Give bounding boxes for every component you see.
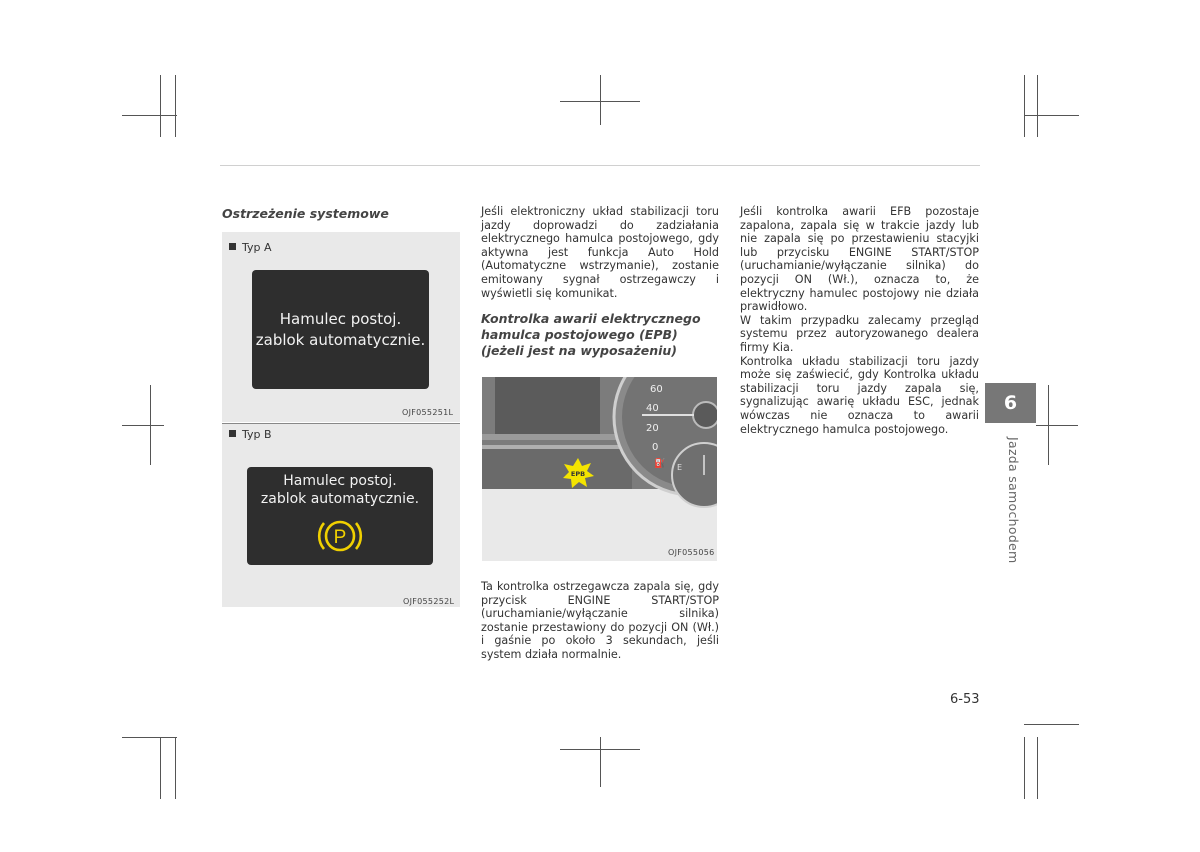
column2-para2 — [481, 580, 719, 662]
bullet-icon — [229, 243, 236, 250]
crop-mark — [150, 385, 151, 465]
cluster-illustration — [482, 377, 717, 561]
column3-para2: W takim przypadku zalecamy przegląd systemu przez autoryzowanego dealera firmy Kia. — [740, 313, 979, 354]
crop-mark — [122, 425, 164, 426]
crop-mark — [1037, 75, 1038, 137]
gauge-label: 40 — [646, 403, 659, 414]
crop-mark — [1036, 425, 1078, 426]
column2-para2-text: Ta kontrolka ostrzegawcza zapala się, gdy przycisk ENGINE START/STOP (uruchamianie/wyłączanie silnika) zostanie przestawiony do pozycji ON (Wł.) i gaśnie po około 3 sekundach, jeśli system działa normalnie. — [481, 580, 719, 661]
parking-brake-icon — [247, 467, 433, 565]
svg-text:⛽: ⛽ — [654, 459, 666, 469]
bullet-icon — [229, 430, 236, 437]
crop-mark — [175, 75, 176, 137]
epb-warning-label: EPB — [570, 470, 586, 478]
type-a-line1: Hamulec postoj. — [279, 309, 402, 328]
section-heading: Ostrzeżenie systemowe — [222, 206, 389, 221]
page-number: 6-53 — [950, 692, 980, 707]
epb-heading: Kontrolka awarii elektrycznego hamulca postojowego (EPB) (jeżeli jest na wyposażeniu) — [481, 311, 701, 358]
header-rule — [220, 165, 980, 166]
type-a-display — [252, 270, 429, 389]
column2-para1-text: Jeśli elektroniczny układ stabilizacji toru jazdy doprowadzi do zadziałania elektrycznego hamulca postojowego, gdy aktywna jest funkcja Auto Hold (Automatyczne wstrzymanie), zostanie emitowany sygnał ostrzegawczy i wyświetli się komunikat. — [481, 205, 719, 300]
gauge-label: 60 — [650, 384, 663, 395]
type-b-line1: Hamulec postoj. — [283, 473, 397, 489]
column2-para1 — [481, 205, 719, 300]
column3-para1: Jeśli kontrolka awarii EFB pozostaje zapalona, zapala się w trakcie jazdy lub nie zapala się po przestawieniu stacyjki lub przycisku ENGINE START/STOP (uruchamianie/wyłączanie silnika) do pozycji ON (Wł.), oznacza to, że elektryczny hamulec postojowy nie działa prawidłowo. — [740, 205, 979, 314]
column3-para3: Kontrolka układu stabilizacji toru jazdy może się zaświecić, gdy Kontrolka układu stabilizacji toru jazdy zapala się, sygnalizując awarię układu ESC, jednak wówczas nie oznacza to awarii elektrycznego hamulca postojowego. — [740, 354, 979, 436]
type-a-label — [229, 241, 272, 254]
gauge-label: 20 — [646, 423, 659, 434]
type-b-label — [229, 428, 272, 441]
crop-mark — [160, 75, 161, 137]
cluster-image-code: OJF055056 — [668, 548, 715, 557]
type-a-label-text: Typ A — [242, 241, 272, 254]
crop-mark — [122, 737, 177, 738]
chapter-title: Jazda samochodem — [1006, 437, 1021, 564]
crop-mark — [600, 75, 601, 125]
type-b-label-text: Typ B — [242, 428, 272, 441]
crop-mark — [1024, 115, 1079, 116]
type-b-line2: zablok automatycznie. — [260, 491, 420, 507]
crop-mark — [1024, 737, 1025, 799]
parking-brake-letter: P — [333, 527, 347, 548]
column3-text — [740, 205, 979, 436]
crop-mark — [175, 737, 176, 799]
crop-mark — [160, 737, 161, 799]
crop-mark — [1024, 75, 1025, 137]
type-b-code: OJF055252L — [403, 597, 455, 606]
cluster-figure — [482, 377, 717, 561]
crop-mark — [1037, 737, 1038, 799]
type-a-code: OJF055251L — [402, 408, 454, 417]
gauge-label: 0 — [652, 442, 659, 453]
crop-mark — [600, 737, 601, 787]
crop-mark — [1048, 385, 1049, 465]
svg-text:E: E — [677, 463, 683, 472]
chapter-tab: 6 — [985, 383, 1036, 423]
type-a-line2: zablok automatycznie. — [255, 330, 426, 349]
crop-mark — [1024, 724, 1079, 725]
crop-mark — [122, 115, 177, 116]
type-b-display — [247, 467, 433, 565]
